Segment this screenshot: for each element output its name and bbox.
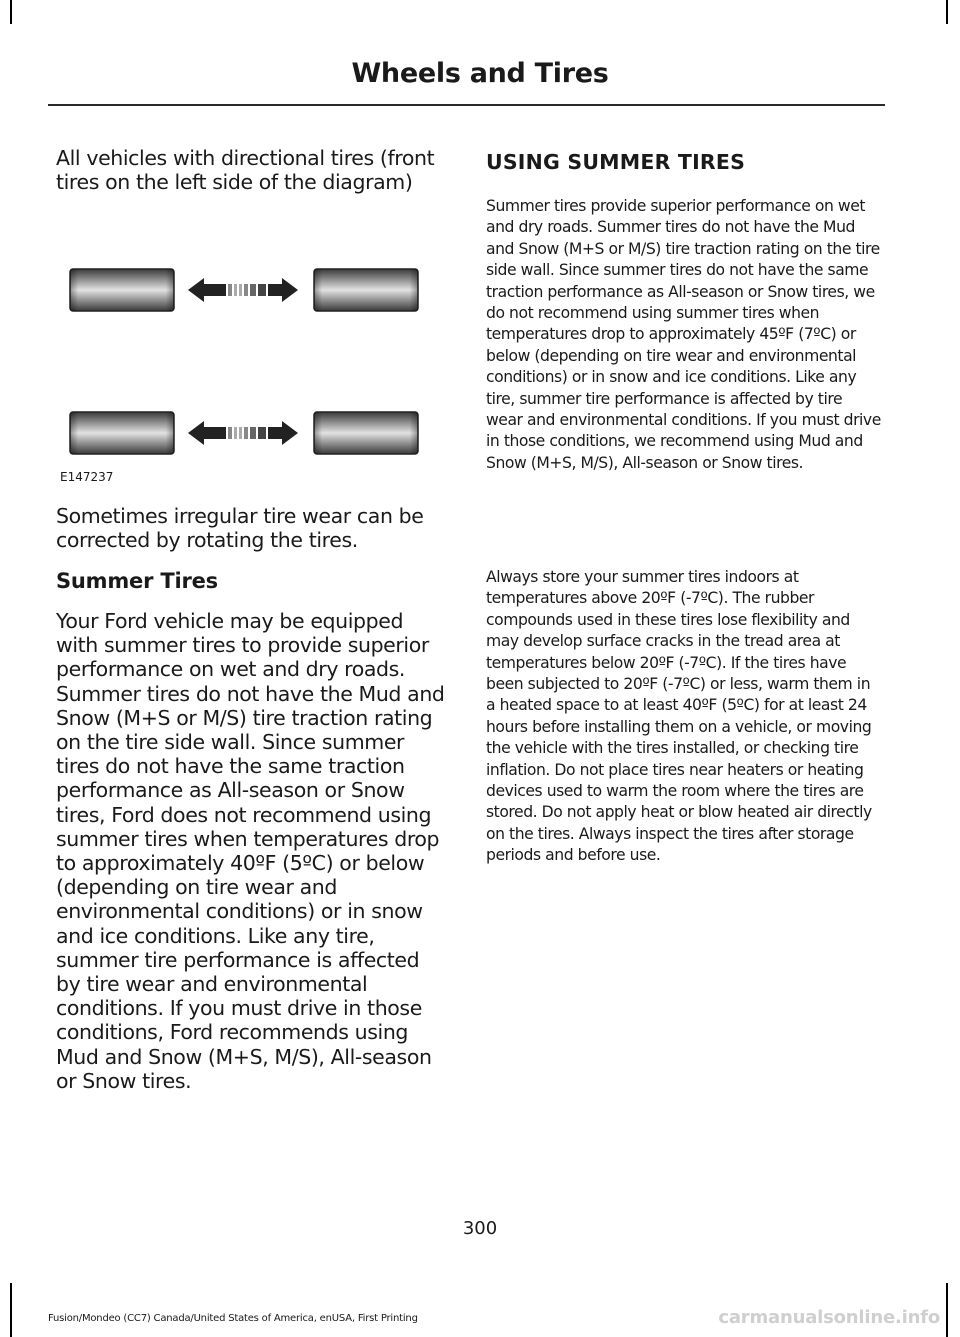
intro-text: All vehicles with directional tires (front tires on the left side of the diagram) bbox=[56, 146, 435, 194]
summer-tires-body: Your Ford vehicle may be equipped with summer tires to provide superior performance on wet and dry roads. Summer tires do not have the Mud and Snow (M+S or M/S) tire traction rating on the tire side wall. Since summer tires do not have the same traction performance as All-season or Snow tires, Ford does not recommend using summer tires when temperatures drop to approximately 40ºF (5ºC) or below (depending on tire wear and environmental conditions) or in snow and ice conditions. Like any tire, summer tire performance is affected by tire wear and environmental conditions. If you must drive in those conditions, Ford recommends using Mud and Snow (M+S, M/S), All-season or Snow tires. bbox=[56, 609, 445, 1093]
front-left-tire bbox=[70, 269, 174, 311]
rear-right-tire bbox=[314, 412, 418, 454]
using-summer-tires-heading: USING SUMMER TIRES bbox=[486, 150, 746, 174]
page-number: 300 bbox=[462, 1218, 498, 1239]
rear-left-tire bbox=[70, 412, 174, 454]
summer-tires-paragraph-2: Always store your summer tires indoors at temperatures above 20ºF (-7ºC). The rubber compounds used in these tires lose flexibility and may develop surface cracks in the tread area at temperatures below 20ºF (-7ºC). If the tires have been subjected to 20ºF (-7ºC) or less, warm them in a heated space to at least 40ºF (5ºC) for at least 24 hours before installing them on a vehicle, or moving the vehicle with the tires installed, or checking tire inflation. Do not place tires near heaters or heating devices used to warm the room where the tires are stored. Do not apply heat or blow heated air directly on the tires. Always inspect the tires after storage periods and before use. bbox=[486, 568, 872, 865]
crop-mark bbox=[946, 0, 948, 24]
tire-rotation-illustration bbox=[56, 252, 436, 492]
watermark: carmanualsonline.info bbox=[718, 1307, 940, 1328]
front-right-tire bbox=[314, 269, 418, 311]
crop-mark bbox=[10, 0, 12, 24]
swap-arrow-icon bbox=[188, 421, 298, 445]
figure-code: E147237 bbox=[60, 470, 114, 484]
summer-tires-heading: Summer Tires bbox=[56, 569, 218, 593]
crop-mark bbox=[10, 1283, 12, 1337]
crop-mark bbox=[946, 1283, 948, 1337]
rotation-text: Sometimes irregular tire wear can be corrected by rotating the tires. bbox=[56, 504, 424, 552]
summer-tires-paragraph-1: Summer tires provide superior performance on wet and dry roads. Summer tires do not have the Mud and Snow (M+S or M/S) tire traction rating on the tire side wall. Since summer tires do not have the same traction performance as All-season or Snow tires, we do not recommend using summer tires when temperatures drop to approximately 45ºF (7ºC) or below (depending on tire wear and environmental conditions) or in snow and ice conditions. Like any tire, summer tire performance is affected by tire wear and environmental conditions. If you must drive in those conditions, we recommend using Mud and Snow (M+S, M/S), All-season or Snow tires. bbox=[486, 197, 881, 472]
tire-rotation-diagram bbox=[56, 252, 436, 492]
footer-text: Fusion/Mondeo (CC7) Canada/United States of America, enUSA, First Printing bbox=[48, 1313, 418, 1324]
page-title: Wheels and Tires bbox=[351, 58, 609, 89]
header-divider bbox=[48, 104, 885, 106]
swap-arrow-icon bbox=[188, 278, 298, 302]
